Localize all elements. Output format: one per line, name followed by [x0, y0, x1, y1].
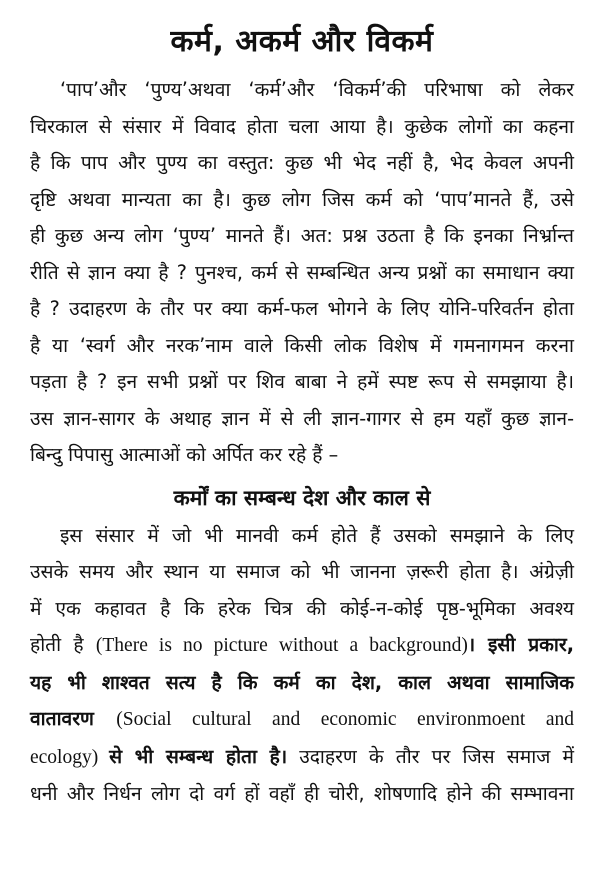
section-heading: कर्मों का सम्बन्ध देश और काल से — [173, 485, 431, 510]
text-segment-bold: । इसी प्रकार, — [467, 633, 574, 656]
page-title: कर्म, अकर्म और विकर्म — [170, 24, 434, 59]
text-line: इस संसार में जो भी मानवी कर्म होते हैं उसको समझाने के लिए — [60, 523, 574, 547]
text-line: है या ‘स्वर्ग और नरक’नाम वाले किसी लोक विशेष में गमनागमन करना — [30, 333, 574, 357]
text-segment-bold: वातावरण — [30, 707, 117, 730]
text-segment-bold: से भी सम्बन्ध होता है। — [109, 744, 288, 768]
text-line: चिरकाल से संसार में विवाद होता चला आया है। कुछेक लोगों का कहना — [30, 114, 574, 138]
text-line — [30, 701, 574, 739]
text-line: ही कुछ अन्य लोग ‘पुण्य’ मानते हैं। अत: प्रश्न उठता है कि इनका निर्भ्रान्त — [30, 224, 574, 247]
paragraph-intro — [30, 72, 574, 474]
text-segment: होती है — [30, 633, 96, 656]
text-line: है ? उदाहरण के तौर पर क्या कर्म-फल भोगने के लिए योनि-परिवर्तन होता — [30, 297, 574, 320]
text-segment: उदाहरण के तौर पर जिस समाज में — [287, 744, 574, 768]
text-line: पड़ता है ? इन सभी प्रश्नों पर शिव बाबा ने हमें स्पष्ट रूप से समझाया है। — [30, 370, 574, 393]
text-line-bold: यह भी शाश्वत सत्य है कि कर्म का देश, काल अथवा सामाजिक — [30, 670, 574, 694]
text-line: दृष्टि अथवा मान्यता का है। कुछ लोग जिस कर्म को ‘पाप’मानते हैं, उसे — [30, 187, 574, 211]
paragraph-context — [30, 518, 574, 813]
text-line — [30, 627, 574, 665]
english-phrase: (Social cultural and economic environmoent and — [116, 709, 574, 730]
text-line: उस ज्ञान-सागर के अथाह ज्ञान में से ली ज्ञान-गागर से हम यहाँ कुछ ज्ञान- — [30, 406, 574, 430]
text-line: उसके समय और स्थान या समाज को भी जानना ज़रूरी होता है। अंग्रेज़ी — [30, 560, 574, 583]
text-line: में एक कहावत है कि हरेक चित्र की कोई-न-कोई पृष्ठ-भूमिका अवश्य — [30, 596, 574, 620]
text-line: ‘पाप’और ‘पुण्य’अथवा ‘कर्म’और ‘विकर्म’की परिभाषा को लेकर — [60, 78, 574, 101]
text-line — [30, 739, 574, 777]
text-line: बिन्दु पिपासु आत्माओं को अर्पित कर रहे हैं – — [30, 443, 339, 466]
english-quote: (There is no picture without a background) — [95, 635, 468, 656]
english-phrase: ecology) — [30, 746, 110, 768]
text-line: रीति से ज्ञान क्या है ? पुनश्च, कर्म से सम्बन्धित अन्य प्रश्नों का समाधान क्या — [30, 260, 574, 284]
text-line: है कि पाप और पुण्य का वस्तुत: कुछ भी भेद नहीं है, भेद केवल अपनी — [30, 151, 574, 174]
text-line: धनी और निर्धन लोग दो वर्ग हों वहाँ ही चोरी, शोषणादि होने की सम्भावना — [30, 782, 574, 805]
